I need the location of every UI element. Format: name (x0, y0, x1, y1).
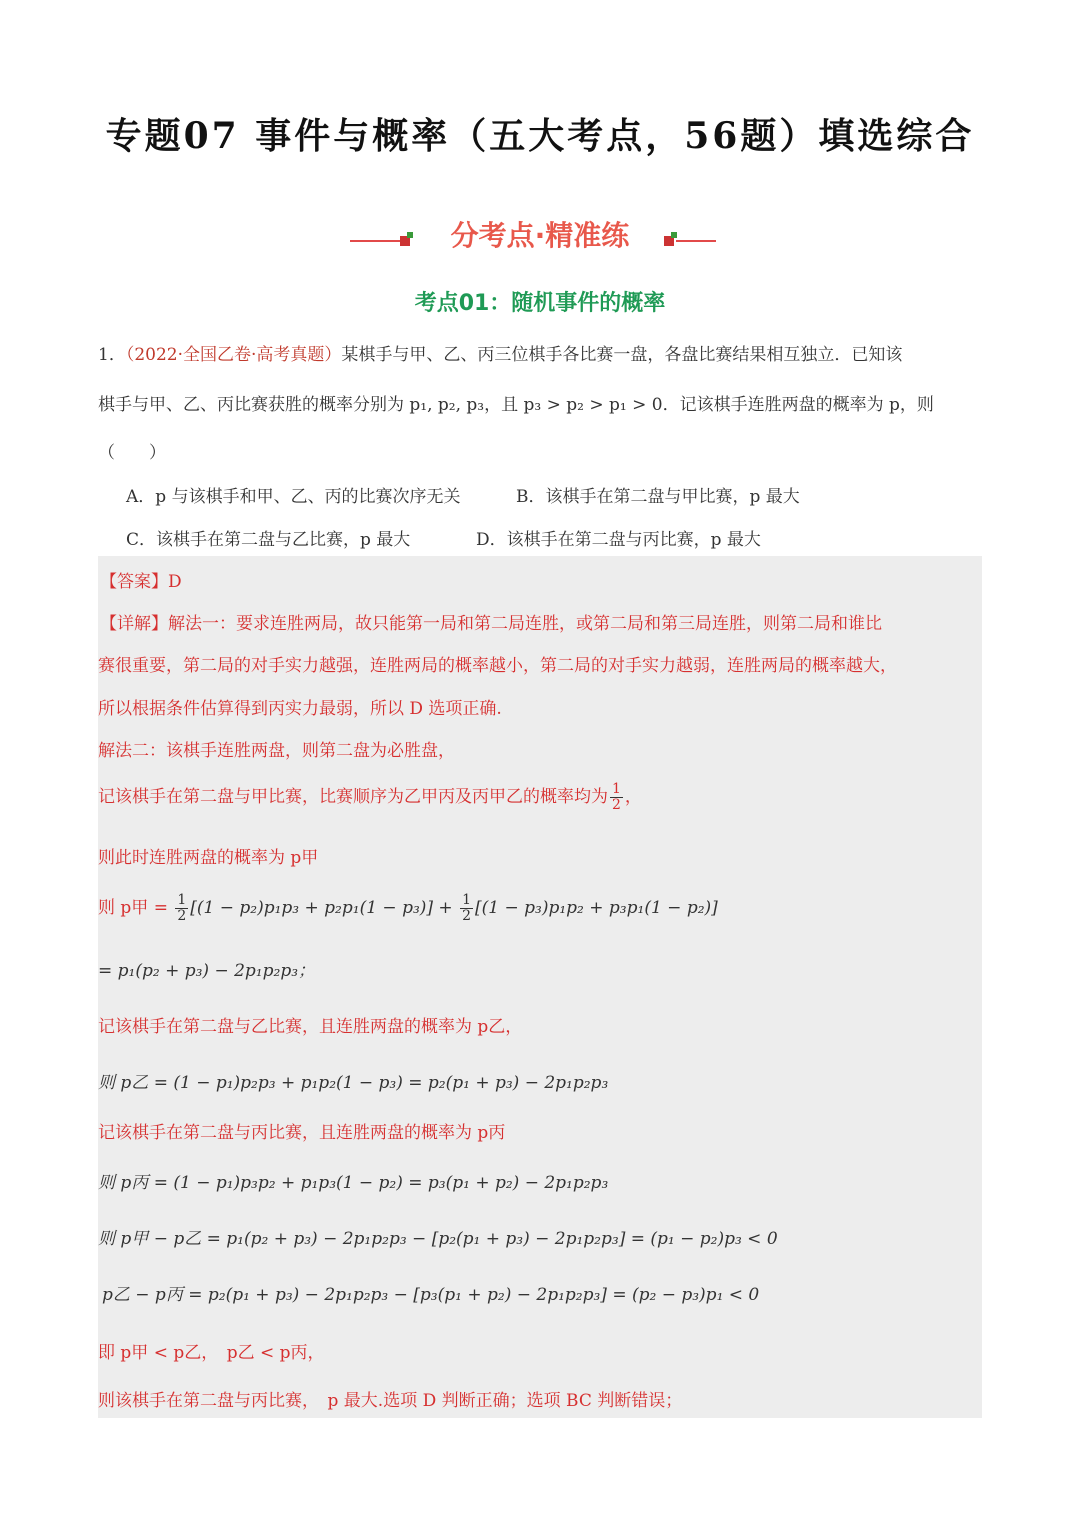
answer-label: 【答案】 (100, 572, 168, 592)
page-title: 专题07 事件与概率（五大考点，56题）填选综合 (105, 115, 975, 157)
answer-value: D (168, 572, 182, 592)
section-banner (350, 212, 730, 262)
question-source: （2022·全国乙卷·高考真题） (125, 345, 342, 365)
method2-order-text: 记该棋手在第二盘与甲比赛，比赛顺序为乙甲丙及丙甲乙的概率均为 (98, 787, 608, 807)
formula-jia-simplified: = p₁(p₂ + p₃) − 2p₁p₂p₃； (98, 961, 316, 981)
formula-jia (98, 893, 718, 924)
formula-half-1 (175, 893, 188, 924)
question-line-1 (98, 340, 902, 365)
detail-line-3: 所以根据条件估算得到丙实力最弱，所以 D 选项正确. (98, 699, 502, 719)
banner-text: 分考点·精准练 (450, 219, 630, 252)
formula-yi: 则 p乙 = (1 − p₁)p₂p₃ + p₁p₂(1 − p₃) = p₂(p₁ + p₃) − 2p₁p₂p₃ (98, 1073, 609, 1093)
detail-label: 【详解】 (100, 614, 168, 634)
question-line-2: 棋手与甲、乙、丙比赛获胜的概率分别为 p₁, p₂, p₃，且 p₃ > p₂ > p₁ > 0．记该棋手连胜两盘的概率为 p，则 (98, 395, 934, 415)
answer-line (100, 567, 182, 592)
method2-order-line (98, 782, 642, 813)
banner-line-left (350, 240, 402, 242)
banner-line-right (676, 240, 716, 242)
formula-half-2 (460, 893, 473, 924)
formula-jia-part-2: [(1 − p₃)p₁p₂ + p₃p₁(1 − p₂)] (475, 898, 718, 918)
formula-bing: 则 p丙 = (1 − p₁)p₃p₂ + p₁p₃(1 − p₂) = p₃(p₁ + p₂) − 2p₁p₂p₃ (98, 1173, 609, 1193)
detail-line-1 (100, 609, 882, 634)
method2-order-end: ， (624, 787, 642, 807)
banner-square-right-green (671, 232, 677, 238)
question-text-1: 某棋手与甲、乙、丙三位棋手各比赛一盘，各盘比赛结果相互独立．已知该 (341, 345, 903, 365)
question-number: 1． (98, 345, 126, 365)
option-d: D．该棋手在第二盘与丙比赛，p 最大 (476, 530, 761, 550)
option-a: A．p 与该棋手和甲、乙、丙的比赛次序无关 (126, 487, 461, 507)
fraction-denominator: 2 (177, 908, 187, 924)
fraction-numerator: 1 (462, 892, 472, 908)
prob-yi-line: 记该棋手在第二盘与乙比赛，且连胜两盘的概率为 p乙， (98, 1017, 523, 1037)
formula-diff-1: 则 p甲 − p乙 = p₁(p₂ + p₃) − 2p₁p₂p₃ − [p₂(p₁ + p₃) − 2p₁p₂p₃] = (p₁ − p₂)p₃ < 0 (98, 1229, 778, 1249)
detail-line-2: 赛很重要，第二局的对手实力越强，连胜两局的概率越小，第二局的对手实力越弱，连胜两局的概率越大， (98, 656, 897, 676)
fraction-numerator: 1 (177, 892, 187, 908)
formula-diff-2: p乙 − p丙 = p₂(p₁ + p₃) − 2p₁p₂p₃ − [p₃(p₁ + p₂) − 2p₁p₂p₃] = (p₂ − p₃)p₁ < 0 (102, 1285, 760, 1305)
fraction-numerator: 1 (612, 781, 621, 797)
fraction-denominator: 2 (612, 797, 621, 813)
banner-square-left-green (407, 232, 413, 238)
prob-bing-line: 记该棋手在第二盘与丙比赛，且连胜两盘的概率为 p丙 (98, 1123, 506, 1143)
conclusion-line: 则该棋手在第二盘与丙比赛， p 最大.选项 D 判断正确；选项 BC 判断错误； (98, 1391, 683, 1411)
method2-line: 解法二：该棋手连胜两盘，则第二盘为必胜盘， (98, 741, 455, 761)
prob-jia-line: 则此时连胜两盘的概率为 p甲 (98, 848, 319, 868)
formula-jia-part-1: [(1 − p₂)p₁p₃ + p₂p₁(1 − p₃)] + (190, 898, 453, 918)
fraction-denominator: 2 (462, 908, 472, 924)
detail-text-1: 解法一：要求连胜两局，故只能第一局和第二局连胜，或第二局和第三局连胜，则第二局和谁比 (168, 614, 882, 634)
section-heading: 考点01：随机事件的概率 (414, 291, 666, 316)
option-b: B．该棋手在第二盘与甲比赛，p 最大 (516, 487, 800, 507)
question-paren: （ ） (98, 443, 166, 463)
formula-jia-prefix: 则 p甲 = (98, 898, 168, 918)
option-c: C．该棋手在第二盘与乙比赛，p 最大 (126, 530, 411, 550)
half-fraction (610, 782, 623, 813)
inequality-line: 即 p甲 < p乙， p乙 < p丙， (98, 1343, 325, 1363)
